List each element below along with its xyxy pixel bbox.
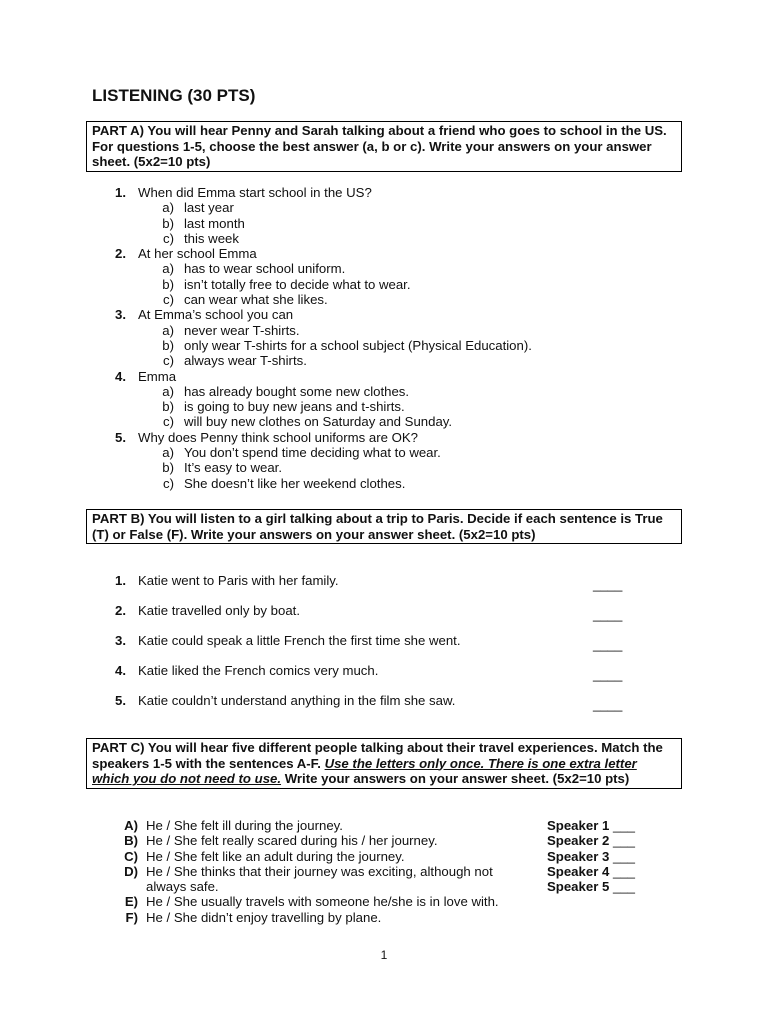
item-number: 4. bbox=[115, 663, 126, 678]
option-letter: c) bbox=[163, 353, 174, 369]
option-letter: c) bbox=[163, 230, 174, 246]
part-c-matching bbox=[0, 818, 768, 925]
question-text: At Emma’s school you can bbox=[138, 307, 294, 323]
part-a-questions bbox=[0, 185, 768, 491]
statement-text: Katie went to Paris with her family. bbox=[138, 573, 339, 588]
item-number: 3. bbox=[115, 633, 126, 648]
option-text: last month bbox=[184, 215, 245, 231]
answer-option bbox=[0, 216, 768, 231]
speaker-blank: ___ bbox=[613, 863, 636, 879]
speaker-label bbox=[547, 864, 635, 879]
option-text: You don’t spend time deciding what to wear. bbox=[184, 445, 441, 461]
answer-blank: ____ bbox=[593, 637, 623, 652]
true-false-item bbox=[0, 603, 768, 633]
option-letter: a) bbox=[162, 200, 174, 216]
answer-option bbox=[0, 414, 768, 429]
question-number: 2. bbox=[115, 246, 126, 262]
speaker-blank: ___ bbox=[613, 833, 636, 849]
sentence-text: He / She thinks that their journey was exciting, although not bbox=[146, 863, 493, 879]
answer-blank: ____ bbox=[593, 607, 623, 622]
answer-option bbox=[0, 277, 768, 292]
true-false-item bbox=[0, 693, 768, 723]
option-text: has already bought some new clothes. bbox=[184, 383, 410, 399]
sentence-text: He / She felt ill during the journey. bbox=[146, 818, 343, 833]
sentence-text: He / She usually travels with someone he/she is in love with. bbox=[146, 894, 499, 910]
sentence-letter: D) bbox=[124, 863, 138, 879]
option-letter: b) bbox=[162, 399, 174, 415]
speaker-name: Speaker 2 bbox=[547, 833, 610, 849]
part-b-instructions: PART B) You will listen to a girl talking about a trip to Paris. Decide if each sentence is True (T) or False (F). Write your answers on your answer sheet. (5x2=10 pts) bbox=[86, 509, 682, 544]
question-number: 4. bbox=[115, 368, 126, 384]
speaker-name: Speaker 4 bbox=[547, 863, 610, 879]
answer-blank: ____ bbox=[593, 577, 623, 592]
answer-option bbox=[0, 231, 768, 246]
item-number: 1. bbox=[115, 573, 126, 588]
option-text: always wear T-shirts. bbox=[184, 353, 307, 369]
answer-option bbox=[0, 445, 768, 460]
option-text: is going to buy new jeans and t-shirts. bbox=[184, 399, 405, 415]
part-b-statements bbox=[0, 573, 768, 723]
true-false-item bbox=[0, 633, 768, 663]
option-letter: a) bbox=[162, 445, 174, 461]
option-letter: a) bbox=[162, 261, 174, 277]
speaker-name: Speaker 5 bbox=[547, 879, 610, 895]
page-title: LISTENING (30 PTS) bbox=[92, 86, 256, 105]
sentence-letter: A) bbox=[124, 818, 138, 833]
option-text: never wear T-shirts. bbox=[184, 322, 300, 338]
speaker-name: Speaker 1 bbox=[547, 818, 610, 833]
true-false-item bbox=[0, 663, 768, 693]
page-number: 1 bbox=[380, 948, 388, 962]
question bbox=[0, 246, 768, 261]
matching-row bbox=[0, 833, 768, 848]
answer-option bbox=[0, 200, 768, 215]
option-text: this week bbox=[184, 230, 239, 246]
speaker-blank: ___ bbox=[613, 848, 636, 864]
sentence-text: He / She felt really scared during his / her journey. bbox=[146, 833, 438, 849]
sentence-letter: B) bbox=[124, 833, 138, 849]
question-text: Why does Penny think school uniforms are OK? bbox=[138, 429, 419, 445]
question-number: 5. bbox=[115, 429, 126, 445]
speaker-label bbox=[547, 818, 635, 833]
answer-option bbox=[0, 261, 768, 276]
speaker-label bbox=[547, 849, 635, 864]
question bbox=[0, 369, 768, 384]
question bbox=[0, 307, 768, 322]
sentence-text: He / She felt like an adult during the journey. bbox=[146, 848, 405, 864]
speaker-blank: ___ bbox=[613, 879, 636, 895]
part-c-instructions bbox=[86, 738, 682, 789]
speaker-blank: ___ bbox=[613, 818, 636, 833]
question-number: 1. bbox=[115, 185, 126, 200]
option-letter: c) bbox=[163, 475, 174, 491]
question-text: When did Emma start school in the US? bbox=[138, 185, 372, 200]
answer-option bbox=[0, 460, 768, 475]
answer-option bbox=[0, 292, 768, 307]
option-letter: b) bbox=[162, 460, 174, 476]
speaker-label bbox=[547, 833, 635, 848]
answer-option bbox=[0, 384, 768, 399]
option-text: She doesn’t like her weekend clothes. bbox=[184, 475, 406, 491]
statement-text: Katie could speak a little French the first time she went. bbox=[138, 633, 461, 648]
option-letter: b) bbox=[162, 215, 174, 231]
answer-option bbox=[0, 323, 768, 338]
matching-row bbox=[0, 879, 768, 894]
option-text: isn’t totally free to decide what to wear. bbox=[184, 276, 411, 292]
option-letter: a) bbox=[162, 383, 174, 399]
question-text: Emma bbox=[138, 368, 177, 384]
answer-option bbox=[0, 353, 768, 368]
true-false-item bbox=[0, 573, 768, 603]
item-number: 5. bbox=[115, 693, 126, 708]
answer-blank: ____ bbox=[593, 667, 623, 682]
instructions-emphasis: Use the letters only once. There is one extra letter which you do not need to use. bbox=[92, 755, 637, 786]
option-text: can wear what she likes. bbox=[184, 292, 328, 308]
answer-option bbox=[0, 338, 768, 353]
answer-option bbox=[0, 399, 768, 414]
part-a-instructions: PART A) You will hear Penny and Sarah talking about a friend who goes to school in the US. For questions 1-5, choose the best answer (a, b or c). Write your answers on your answer sheet. (5x2=10 pts) bbox=[86, 121, 682, 172]
question bbox=[0, 185, 768, 200]
option-text: It’s easy to wear. bbox=[184, 460, 282, 476]
sentence-text: always safe. bbox=[146, 879, 219, 895]
instructions-start: PART C) You will hear five different people talking about their travel experiences. Match the speakers 1-5 with the sentences A-F. bbox=[92, 740, 663, 771]
speaker-name: Speaker 3 bbox=[547, 848, 610, 864]
sentence-letter: C) bbox=[124, 848, 138, 864]
option-text: only wear T-shirts for a school subject (Physical Education). bbox=[184, 337, 532, 353]
sentence-letter: F) bbox=[125, 909, 138, 925]
matching-row bbox=[0, 849, 768, 864]
statement-text: Katie liked the French comics very much. bbox=[138, 663, 379, 678]
matching-row bbox=[0, 910, 768, 925]
answer-blank: ____ bbox=[593, 697, 623, 712]
option-letter: b) bbox=[162, 276, 174, 292]
option-text: will buy new clothes on Saturday and Sunday. bbox=[184, 414, 453, 430]
statement-text: Katie travelled only by boat. bbox=[138, 603, 301, 618]
speaker-label bbox=[547, 879, 635, 894]
option-letter: c) bbox=[163, 414, 174, 430]
question bbox=[0, 430, 768, 445]
sentence-letter: E) bbox=[124, 894, 138, 910]
option-letter: c) bbox=[163, 292, 174, 308]
option-text: has to wear school uniform. bbox=[184, 261, 346, 277]
matching-row bbox=[0, 864, 768, 879]
question-text: At her school Emma bbox=[138, 246, 257, 262]
instructions-end: Write your answers on your answer sheet. (5x2=10 pts) bbox=[281, 771, 630, 786]
option-text: last year bbox=[184, 200, 234, 216]
option-letter: b) bbox=[162, 337, 174, 353]
item-number: 2. bbox=[115, 603, 126, 618]
matching-row bbox=[0, 818, 768, 833]
question-number: 3. bbox=[115, 307, 126, 323]
option-letter: a) bbox=[162, 322, 174, 338]
matching-row bbox=[0, 894, 768, 909]
statement-text: Katie couldn’t understand anything in the film she saw. bbox=[138, 693, 456, 708]
sentence-text: He / She didn’t enjoy travelling by plane. bbox=[146, 909, 382, 925]
answer-option bbox=[0, 476, 768, 491]
